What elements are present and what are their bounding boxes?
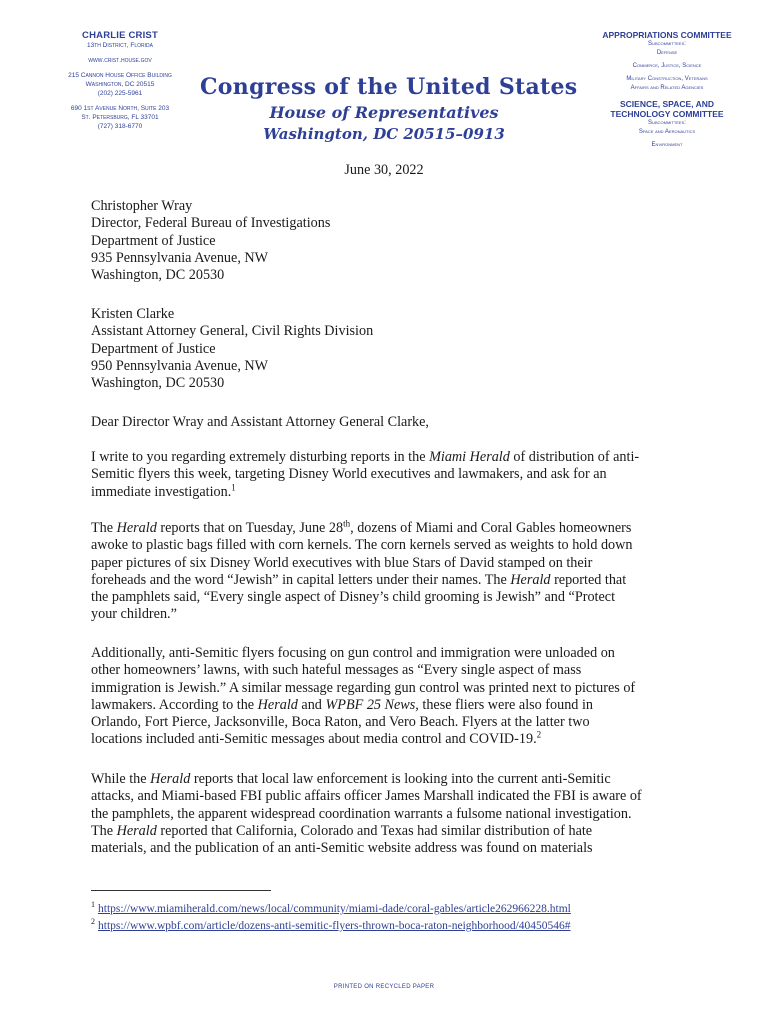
dc-address-line-2: Washington, DC 20515 bbox=[85, 81, 155, 88]
recipient-block-1 bbox=[91, 198, 691, 284]
recipient-line: Department of Justice bbox=[91, 340, 216, 357]
salutation-text: Dear Director Wray and Assistant Attorney General Clarke, bbox=[91, 414, 429, 430]
recipient-line: Washington, DC 20530 bbox=[91, 375, 225, 392]
salutation bbox=[91, 414, 691, 431]
paragraph-2: The Herald reports that on Tuesday, June 28th, dozens of Miami and Coral Gables homeowners awoke to plastic bags filled with corn kernels. The corn kernels served as weights to hold down paper pictures of six Disney World executives with blue Stars of David stamped on their foreheads and the word “Jewish” in capital letters under their names. The Herald reported that the pamphlets said, “Every single aspect of Disney’s child grooming is Jewish” and “Protect your children.” bbox=[91, 518, 633, 623]
paragraph-1: I write to you regarding extremely disturbing reports in the Miami Herald of distribution of anti- Semitic flyers this week, targeting Disney World executives and lawmakers, and ask for an immediate investigation.$^1$ bbox=[91, 449, 640, 500]
committee-science-1: SCIENCE, SPACE, AND bbox=[620, 99, 714, 109]
footnote-ref-1[interactable]: 1 bbox=[231, 481, 236, 492]
letterhead-right bbox=[582, 30, 752, 150]
subcommittees-label: Subcommittees: bbox=[648, 41, 686, 47]
dc-phone: (202) 225-5961 bbox=[97, 90, 143, 97]
footnote-1 bbox=[91, 900, 571, 915]
letterhead-center bbox=[200, 72, 578, 144]
recipient-line: Christopher Wray bbox=[91, 198, 193, 214]
recipient-line: 935 Pennsylvania Avenue, NW bbox=[91, 249, 269, 266]
member-district: 13th District, Florida bbox=[86, 42, 154, 49]
member-name: CHARLIE CRIST bbox=[82, 30, 158, 41]
recipient-line: Director, Federal Bureau of Investigations bbox=[91, 215, 331, 232]
recipient-line: Kristen Clarke bbox=[91, 306, 175, 322]
footnote-2 bbox=[91, 917, 571, 932]
house-title: House of Representatives bbox=[269, 103, 499, 122]
congress-title: Congress of the United States bbox=[200, 74, 578, 100]
local-phone: (727) 318-6770 bbox=[97, 123, 143, 130]
recipient-line: Department of Justice bbox=[91, 232, 216, 249]
local-address-line-1: 690 1st Avenue North, Suite 203 bbox=[70, 105, 170, 112]
subcommittee-milcon-1: Military Construction, Veterans bbox=[626, 76, 708, 82]
subcommittee-space: Space and Aeronautics bbox=[638, 129, 696, 135]
recipient-line: Washington, DC 20530 bbox=[91, 267, 225, 284]
recycled-paper-notice: PRINTED ON RECYCLED PAPER bbox=[333, 984, 435, 990]
subcommittee-environment: Environment bbox=[651, 142, 683, 148]
member-website[interactable]: www.crist.house.gov bbox=[88, 57, 152, 64]
footnote-ref-2[interactable]: 2 bbox=[536, 729, 542, 740]
footnote-link-2[interactable]: https://www.wpbf.com/article/dozens-anti-semitic-flyers-thrown-boca-raton-neighborhood/40450546# bbox=[98, 919, 571, 932]
paragraph-3: Additionally, anti-Semitic flyers focusing on gun control and immigration were unloaded on other homeowners’ lawns, with such hateful messages as “Every single aspect of mass immigration is Jewish.” A similar message regarding gun control was printed next to pictures of lawmakers. According to the Herald and WPBF 25 News, these fliers were also found in Orlando, Fort Pierce, Jacksonville, Boca Raton, and Vero Beach. Flyers at the latter two locations included anti-Semitic messages about media control and COVID-19.$^2$ bbox=[91, 645, 636, 748]
recipient-line: 950 Pennsylvania Avenue, NW bbox=[91, 357, 269, 374]
subcommittee-defense: Defense bbox=[656, 50, 678, 56]
letterhead-left bbox=[40, 30, 200, 131]
footnote-number: 1 bbox=[91, 900, 95, 909]
recipient-block-2 bbox=[91, 306, 691, 392]
subcommittees-label-2: Subcommittees: bbox=[648, 120, 686, 126]
local-address-line-2: St. Petersburg, FL 33701 bbox=[81, 114, 159, 121]
subcommittee-cjs: Commerce, Justice, Science bbox=[632, 63, 702, 69]
dc-address-line-1: 215 Cannon House Office Building bbox=[68, 72, 172, 79]
recipient-line: Assistant Attorney General, Civil Rights Division bbox=[91, 323, 374, 340]
letter-date: June 30, 2022 bbox=[344, 162, 424, 178]
committee-science-2: TECHNOLOGY COMMITTEE bbox=[610, 109, 724, 119]
paragraph-4: While the Herald reports that local law enforcement is looking into the current anti-Semitic attacks, and Miami-based FBI public affairs officer James Marshall indicated the FBI is aware of the pamphlets, the apparent widespread coordination warrants a fulsome national investigation. The Herald reported that California, Colorado and Texas had similar distribution of hate materials, and the publication of an anti-Semitic website address was found on materials bbox=[91, 771, 642, 857]
washington-line: Washington, DC 20515–0913 bbox=[263, 125, 505, 143]
footnote-link-1[interactable]: https://www.miamiherald.com/news/local/community/miami-dade/coral-gables/article262966228.html bbox=[98, 902, 571, 915]
footnote-divider bbox=[91, 890, 271, 891]
committee-appropriations: APPROPRIATIONS COMMITTEE bbox=[602, 30, 732, 40]
footnote-number: 2 bbox=[91, 917, 95, 926]
subcommittee-milcon-2: Affairs and Related Agencies bbox=[630, 85, 704, 91]
